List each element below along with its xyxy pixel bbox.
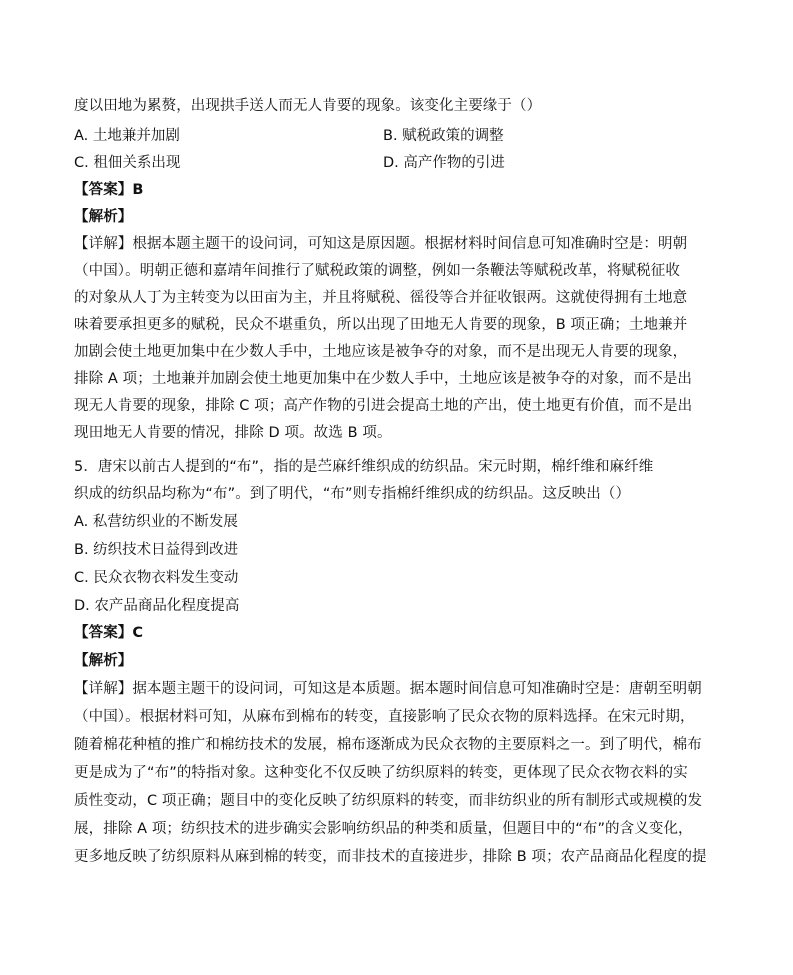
q5-detail-line: 展，排除 A 项；纺织技术的进步确实会影响纺织品的种类和质量，但题目中的“布”的含义变化， xyxy=(74,821,693,837)
q4-detail-line: 味着要承担更多的赋税，民众不堪重负，所以出现了田地无人肯要的现象，B 项正确；土地兼并 xyxy=(74,317,688,333)
q5-detail-line: 更是成为了“布”的特指对象。这种变化不仅反映了纺织原料的转变，更体现了民众衣物衣料的实 xyxy=(74,765,688,781)
q4-option-c: C. 租佃关系出现 xyxy=(74,155,181,171)
q5-stem-line: 织成的纺织品均称为“布”。到了明代，“布”则专指棉纤维织成的纺织品。这反映出（） xyxy=(74,486,631,502)
q4-detail-line: 现无人肯要的现象，排除 C 项；高产作物的引进会提高土地的产出，使土地更有价值，而不是出 xyxy=(74,398,693,414)
q4-detail-line: 排除 A 项；土地兼并加剧会使土地更加集中在少数人手中，土地应该是被争夺的对象，而不是出 xyxy=(74,371,693,387)
q4-answer: 【答案】B xyxy=(74,182,144,198)
q5-option-b: B. 纺织技术日益得到改进 xyxy=(74,542,239,558)
q4-detail-line: 的对象从人丁为主转变为以田亩为主，并且将赋税、徭役等合并征收银两。这就使得拥有土地意 xyxy=(74,290,688,306)
q5-answer: 【答案】C xyxy=(74,625,144,641)
q5-option-d: D. 农产品商品化程度提高 xyxy=(74,598,240,614)
q5-detail-line: 更多地反映了纺织原料从麻到棉的转变，而非技术的直接进步，排除 B 项；农产品商品化程度的提 xyxy=(74,849,707,865)
q5-stem-line: 5．唐宋以前古人提到的“布”，指的是苎麻纤维织成的纺织品。宋元时期，棉纤维和麻纤维 xyxy=(74,459,654,475)
q4-detail-line: 现田地无人肯要的情况，排除 D 项。故选 B 项。 xyxy=(74,425,392,441)
q4-detail-line: 加剧会使土地更加集中在少数人手中，土地应该是被争夺的对象，而不是出现无人肯要的现象， xyxy=(74,344,688,360)
q5-option-a: A. 私营纺织业的不断发展 xyxy=(74,514,238,530)
q4-stem-tail: 度以田地为累赘，出现拱手送人而无人肯要的现象。该变化主要缘于（） xyxy=(74,98,542,114)
q5-detail-line: 【详解】据本题主题干的设问词，可知这是本质题。据本题时间信息可知准确时空是：唐朝至明朝 xyxy=(74,681,702,697)
q5-analysis-label: 【解析】 xyxy=(74,653,133,669)
q4-option-b: B. 赋税政策的调整 xyxy=(383,128,504,144)
q4-option-d: D. 高产作物的引进 xyxy=(383,155,505,171)
q5-detail-line: 质性变动，C 项正确；题目中的变化反映了纺织原料的转变，而非纺织业的所有制形式或规模的发 xyxy=(74,793,703,809)
q4-detail-line: 【详解】根据本题主题干的设问词，可知这是原因题。根据材料时间信息可知准确时空是：明朝 xyxy=(74,236,688,252)
q4-detail-line: （中国）。明朝正德和嘉靖年间推行了赋税政策的调整，例如一条鞭法等赋税改革，将赋税征收 xyxy=(74,263,680,279)
q5-detail-line: 随着棉花种植的推广和棉纺技术的发展，棉布逐渐成为民众衣物的主要原料之一。到了明代，棉布 xyxy=(74,737,702,753)
q5-option-c: C. 民众衣物衣料发生变动 xyxy=(74,570,239,586)
q4-analysis-label: 【解析】 xyxy=(74,209,133,225)
q4-option-a: A. 土地兼并加剧 xyxy=(74,128,180,144)
q5-detail-line: （中国）。根据材料可知，从麻布到棉布的转变，直接影响了民众衣物的原料选择。在宋元时期， xyxy=(74,709,695,725)
